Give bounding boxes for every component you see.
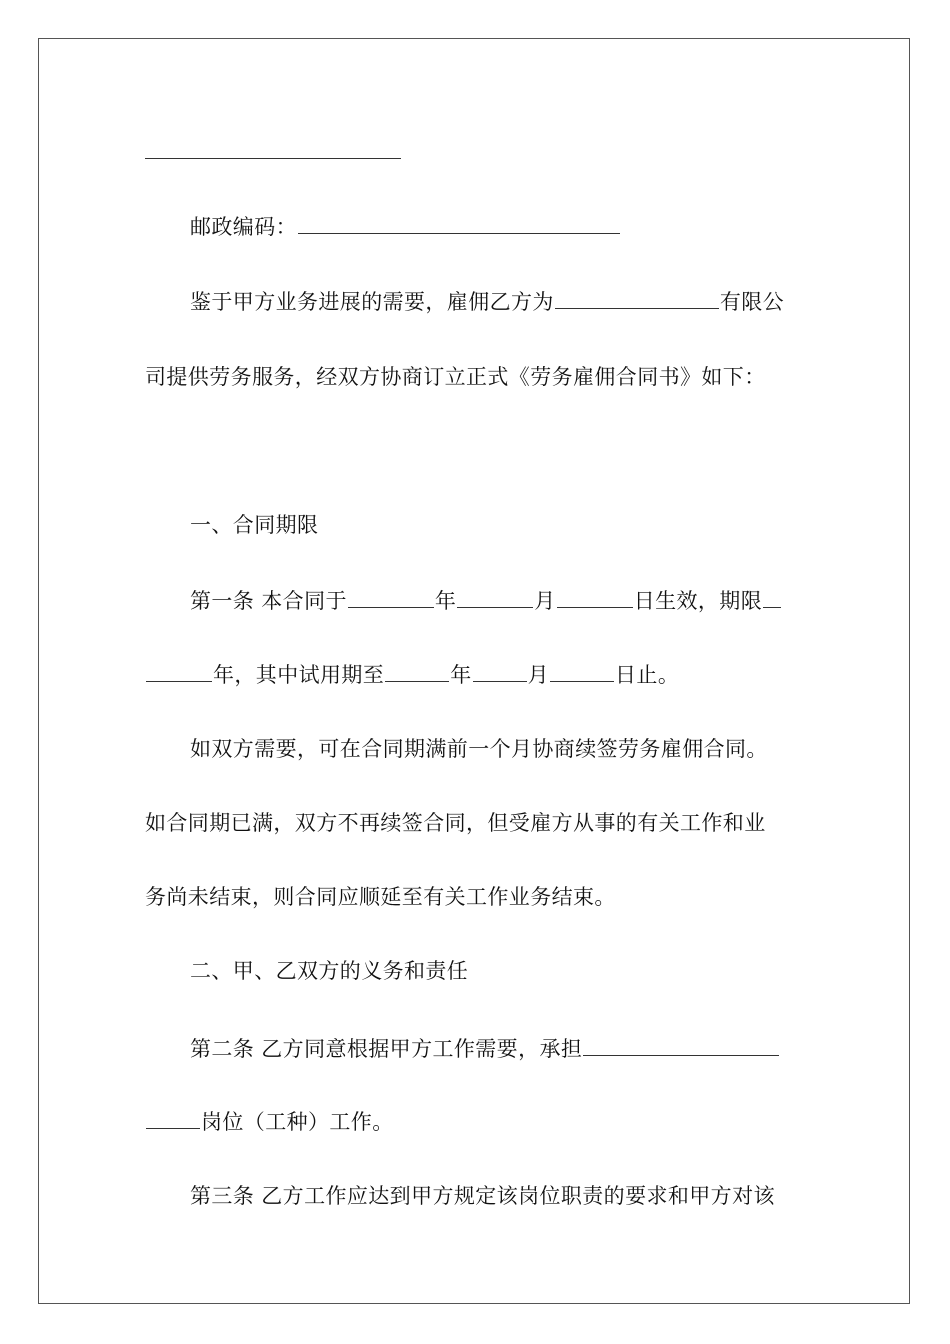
article-3-label: 第三条	[190, 1184, 255, 1208]
year-label-1: 年	[434, 589, 457, 613]
article-2-text-b: 岗位（工种）工作。	[201, 1110, 394, 1134]
start-year-blank	[348, 587, 434, 608]
signature-blank-line	[145, 158, 401, 159]
renewal-line-2	[145, 808, 805, 838]
postal-code-label: 邮政编码：	[190, 215, 297, 239]
position-blank-b	[146, 1108, 200, 1129]
article-2-text-a: 乙方同意根据甲方工作需要，承担	[261, 1037, 583, 1061]
preamble-text-3: 司提供劳务服务，经双方协商订立正式《劳务雇佣合同书》如下：	[145, 365, 766, 389]
renewal-text-2: 如合同期已满，双方不再续签合同，但受雇方从事的有关工作和业	[145, 811, 766, 835]
renewal-line-3	[145, 882, 805, 912]
article-1-text-a: 本合同于	[261, 589, 347, 613]
section-2-title	[145, 956, 850, 986]
article-3-line-1	[145, 1181, 850, 1211]
renewal-text-1: 如双方需要，可在合同期满前一个月协商续签劳务雇佣合同。	[190, 737, 768, 761]
year-label-2: 年	[450, 663, 472, 687]
preamble-line-1	[145, 287, 850, 317]
article-2-label: 第二条	[190, 1037, 255, 1061]
article-1-line-1	[145, 586, 850, 616]
article-3-text-a: 乙方工作应达到甲方规定该岗位职责的要求和甲方对该	[261, 1184, 775, 1208]
probation-day-blank	[550, 661, 614, 682]
preamble-text-2: 有限公	[719, 290, 785, 314]
term-blank-a	[763, 587, 781, 608]
month-label-2: 月	[527, 663, 550, 687]
article-1-label: 第一条	[190, 589, 255, 613]
article-2-line-1	[145, 1034, 850, 1064]
renewal-text-3: 务尚未结束，则合同应顺延至有关工作业务结束。	[145, 885, 616, 909]
preamble-line-2	[145, 362, 805, 392]
probation-year-blank	[385, 661, 449, 682]
section-2-title-text: 二、甲、乙双方的义务和责任	[190, 959, 469, 983]
section-1-title	[145, 510, 850, 540]
article-1-text-c: 年，其中试用期至	[213, 663, 385, 687]
company-name-blank	[555, 288, 719, 309]
postal-code-blank	[298, 213, 620, 234]
renewal-line-1	[145, 734, 850, 764]
position-blank-a	[583, 1035, 779, 1056]
article-1-line-2	[145, 660, 805, 690]
start-day-blank	[557, 587, 633, 608]
article-2-line-2	[145, 1107, 805, 1137]
section-1-title-text: 一、合同期限	[190, 513, 319, 537]
article-1-text-b: 日生效，期限	[633, 589, 763, 613]
term-blank-b	[146, 661, 212, 682]
preamble-text-1: 鉴于甲方业务进展的需要，雇佣乙方为	[190, 290, 554, 314]
postal-code-line	[145, 212, 850, 242]
start-month-blank	[457, 587, 533, 608]
probation-month-blank	[473, 661, 527, 682]
month-label-1: 月	[534, 589, 556, 613]
article-1-text-d: 日止。	[615, 663, 680, 687]
